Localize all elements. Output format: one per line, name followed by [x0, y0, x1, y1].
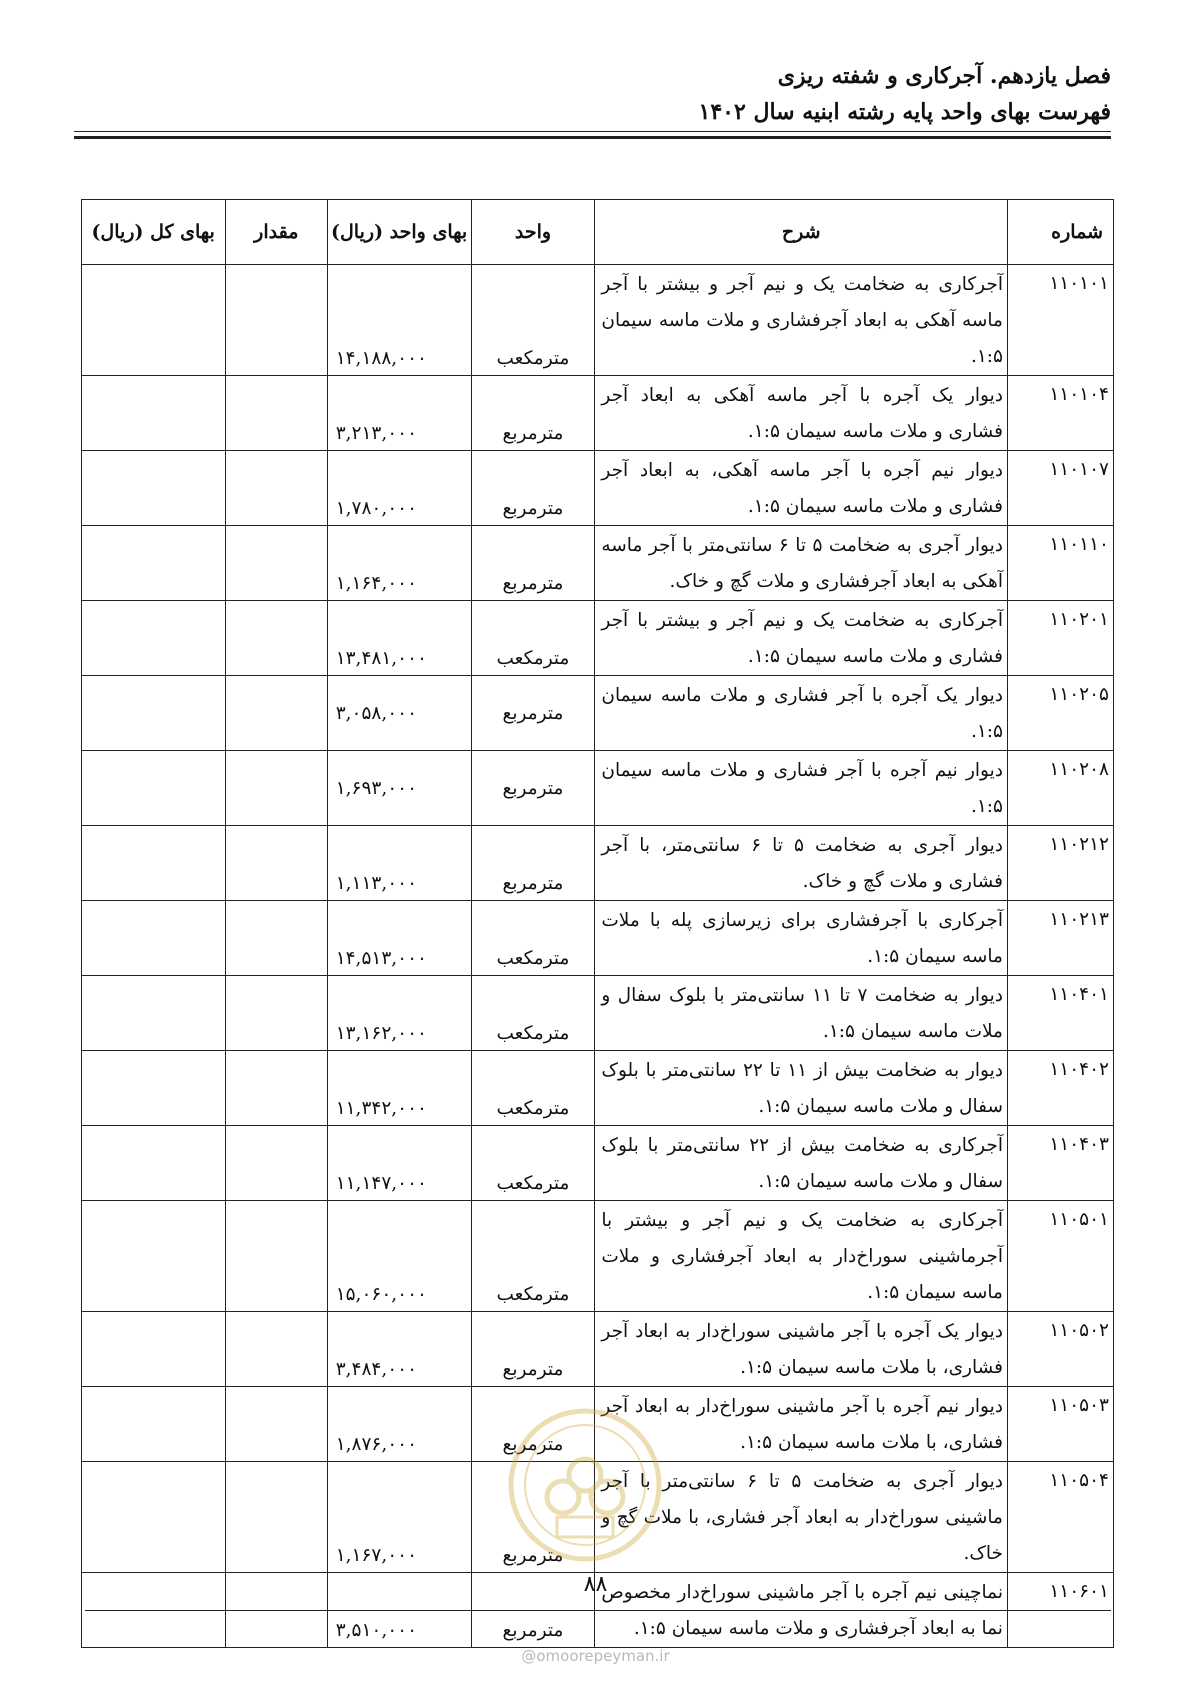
item-number: ۱۱۰۵۰۴	[1007, 1462, 1113, 1573]
table-row	[82, 901, 1114, 976]
item-total-price	[82, 1387, 226, 1462]
item-number: ۱۱۰۴۰۲	[1007, 1051, 1113, 1126]
item-total-price	[82, 376, 226, 451]
item-description: آجرکاری به ضخامت یک و نیم آجر و بیشتر با آجر ماسه آهکی به ابعاد آجرفشاری و ملات ماسه سیمان ۱:۵.	[595, 265, 1008, 376]
item-description: دیوار نیم آجره با آجر ماسه آهکی، به ابعاد آجر فشاری و ملات ماسه سیمان ۱:۵.	[595, 451, 1008, 526]
price-list-title: فهرست بهای واحد پایه رشته ابنیه سال ۱۴۰۲	[698, 99, 1111, 125]
footer-rule	[85, 1610, 1111, 1611]
table-row	[82, 826, 1114, 901]
item-unit: مترمربع	[471, 1462, 595, 1573]
item-quantity	[225, 901, 327, 976]
item-total-price	[82, 901, 226, 976]
item-description: دیوار نیم آجره با آجر فشاری و ملات ماسه سیمان ۱:۵.	[595, 751, 1008, 826]
item-unit-price: ۱۵,۰۶۰,۰۰۰	[327, 1201, 471, 1312]
item-description: دیوار آجری به ضخامت ۵ تا ۶ سانتی‌متر با آجر ماسه آهکی به ابعاد آجرفشاری و ملات گچ و خاک.	[595, 526, 1008, 601]
item-number: ۱۱۰۴۰۳	[1007, 1126, 1113, 1201]
item-total-price	[82, 1201, 226, 1312]
item-unit: مترمکعب	[471, 1126, 595, 1201]
item-unit-price: ۱,۶۹۳,۰۰۰	[327, 751, 471, 826]
item-total-price	[82, 1462, 226, 1573]
item-quantity	[225, 265, 327, 376]
item-unit-price: ۱۴,۱۸۸,۰۰۰	[327, 265, 471, 376]
header-unit: واحد	[471, 200, 595, 265]
item-unit: مترمربع	[471, 451, 595, 526]
header-rule-thin	[74, 131, 1111, 132]
table-row	[82, 526, 1114, 601]
item-unit-price: ۱,۷۸۰,۰۰۰	[327, 451, 471, 526]
item-unit-price: ۱,۱۶۷,۰۰۰	[327, 1462, 471, 1573]
table-row	[82, 676, 1114, 751]
item-total-price	[82, 265, 226, 376]
header-rule-thick	[74, 136, 1111, 139]
item-quantity	[225, 601, 327, 676]
item-description: آجرکاری به ضخامت یک و نیم آجر و بیشتر با آجرماشینی سوراخ‌دار به ابعاد آجرفشاری و ملات ماسه سیمان ۱:۵.	[595, 1201, 1008, 1312]
table-row	[82, 376, 1114, 451]
item-number: ۱۱۰۴۰۱	[1007, 976, 1113, 1051]
site-watermark: @omoorepeyman.ir	[521, 1647, 670, 1665]
item-unit: مترمکعب	[471, 1051, 595, 1126]
item-total-price	[82, 1312, 226, 1387]
item-number: ۱۱۰۵۰۳	[1007, 1387, 1113, 1462]
item-unit: مترمربع	[471, 751, 595, 826]
item-quantity	[225, 1201, 327, 1312]
item-unit: مترمکعب	[471, 265, 595, 376]
item-description: دیوار یک آجره با آجر ماسه آهکی به ابعاد آجر فشاری و ملات ماسه سیمان ۱:۵.	[595, 376, 1008, 451]
item-number: ۱۱۰۲۰۱	[1007, 601, 1113, 676]
item-unit: مترمکعب	[471, 976, 595, 1051]
item-unit: مترمکعب	[471, 601, 595, 676]
item-unit-price: ۳,۴۸۴,۰۰۰	[327, 1312, 471, 1387]
chapter-title: فصل یازدهم. آجرکاری و شفته ریزی	[777, 63, 1111, 89]
item-unit: مترمربع	[471, 1312, 595, 1387]
table-row	[82, 976, 1114, 1051]
item-number: ۱۱۰۵۰۱	[1007, 1201, 1113, 1312]
header-total-price: بهای کل (ریال)	[82, 200, 226, 265]
item-total-price	[82, 751, 226, 826]
item-number: ۱۱۰۲۰۸	[1007, 751, 1113, 826]
item-quantity	[225, 1312, 327, 1387]
item-unit: مترمکعب	[471, 1201, 595, 1312]
item-description: آجرکاری به ضخامت بیش از ۲۲ سانتی‌متر با بلوک سفال و ملات ماسه سیمان ۱:۵.	[595, 1126, 1008, 1201]
table-row	[82, 265, 1114, 376]
item-number: ۱۱۰۱۰۴	[1007, 376, 1113, 451]
item-unit-price: ۱۳,۴۸۱,۰۰۰	[327, 601, 471, 676]
item-description: دیوار به ضخامت بیش از ۱۱ تا ۲۲ سانتی‌متر با بلوک سفال و ملات ماسه سیمان ۱:۵.	[595, 1051, 1008, 1126]
item-unit-price: ۳,۲۱۳,۰۰۰	[327, 376, 471, 451]
item-quantity	[225, 676, 327, 751]
item-quantity	[225, 451, 327, 526]
item-description: دیوار یک آجره با آجر ماشینی سوراخ‌دار به ابعاد آجر فشاری، با ملات ماسه سیمان ۱:۵.	[595, 1312, 1008, 1387]
item-quantity	[225, 1462, 327, 1573]
item-number: ۱۱۰۱۰۱	[1007, 265, 1113, 376]
item-total-price	[82, 526, 226, 601]
item-quantity	[225, 1387, 327, 1462]
item-description: دیوار به ضخامت ۷ تا ۱۱ سانتی‌متر با بلوک سفال و ملات ماسه سیمان ۱:۵.	[595, 976, 1008, 1051]
table-row	[82, 751, 1114, 826]
item-unit-price: ۱۱,۳۴۲,۰۰۰	[327, 1051, 471, 1126]
table-header-row	[82, 200, 1114, 265]
table-row	[82, 1126, 1114, 1201]
table-row	[82, 601, 1114, 676]
item-total-price	[82, 826, 226, 901]
header-description: شرح	[595, 200, 1008, 265]
item-unit: مترمربع	[471, 376, 595, 451]
table-row	[82, 1312, 1114, 1387]
item-description: دیوار نیم آجره با آجر ماشینی سوراخ‌دار به ابعاد آجر فشاری، با ملات ماسه سیمان ۱:۵.	[595, 1387, 1008, 1462]
item-quantity	[225, 376, 327, 451]
table-row	[82, 451, 1114, 526]
item-total-price	[82, 676, 226, 751]
item-description: آجرکاری به ضخامت یک و نیم آجر و بیشتر با آجر فشاری و ملات ماسه سیمان ۱:۵.	[595, 601, 1008, 676]
table-row	[82, 1201, 1114, 1312]
item-quantity	[225, 526, 327, 601]
item-description: دیوار آجری به ضخامت ۵ تا ۶ سانتی‌متر، با آجر فشاری و ملات گچ و خاک.	[595, 826, 1008, 901]
item-unit: مترمربع	[471, 1573, 595, 1648]
page-number: ۸۸	[583, 1572, 608, 1597]
item-number: ۱۱۰۲۰۵	[1007, 676, 1113, 751]
item-unit: مترمربع	[471, 1387, 595, 1462]
item-quantity	[225, 751, 327, 826]
item-unit: مترمربع	[471, 826, 595, 901]
item-unit-price: ۱۱,۱۴۷,۰۰۰	[327, 1126, 471, 1201]
item-unit-price: ۱,۱۱۳,۰۰۰	[327, 826, 471, 901]
item-description: آجرکاری با آجرفشاری برای زیرسازی پله با ملات ماسه سیمان ۱:۵.	[595, 901, 1008, 976]
seal-watermark	[505, 1405, 665, 1565]
page-header	[71, 58, 1111, 130]
header-number: شماره	[1007, 200, 1113, 265]
item-number: ۱۱۰۱۱۰	[1007, 526, 1113, 601]
item-total-price	[82, 1126, 226, 1201]
item-unit: مترمربع	[471, 526, 595, 601]
item-unit-price: ۱۴,۵۱۳,۰۰۰	[327, 901, 471, 976]
item-number: ۱۱۰۲۱۳	[1007, 901, 1113, 976]
item-number: ۱۱۰۱۰۷	[1007, 451, 1113, 526]
item-quantity	[225, 976, 327, 1051]
item-total-price	[82, 1051, 226, 1126]
header-unit-price: بهای واحد (ریال)	[327, 200, 471, 265]
item-unit-price: ۱۳,۱۶۲,۰۰۰	[327, 976, 471, 1051]
item-description: دیوار یک آجره با آجر فشاری و ملات ماسه سیمان ۱:۵.	[595, 676, 1008, 751]
item-description: نماچینی نیم آجره با آجر ماشینی سوراخ‌دار مخصوص نما به ابعاد آجرفشاری و ملات ماسه سیمان ۱:۵.	[595, 1573, 1008, 1648]
table-row	[82, 1051, 1114, 1126]
item-number: ۱۱۰۶۰۱	[1007, 1573, 1113, 1648]
item-description: دیوار آجری به ضخامت ۵ تا ۶ سانتی‌متر با آجر ماشینی سوراخ‌دار به ابعاد آجر فشاری، با ملات گچ و خاک.	[595, 1462, 1008, 1573]
item-unit: مترمکعب	[471, 901, 595, 976]
item-total-price	[82, 976, 226, 1051]
item-quantity	[225, 1126, 327, 1201]
item-unit: مترمربع	[471, 676, 595, 751]
item-number: ۱۱۰۲۱۲	[1007, 826, 1113, 901]
item-number: ۱۱۰۵۰۲	[1007, 1312, 1113, 1387]
item-total-price	[82, 451, 226, 526]
item-quantity	[225, 1051, 327, 1126]
item-unit-price: ۳,۵۱۰,۰۰۰	[327, 1573, 471, 1648]
item-unit-price: ۱,۸۷۶,۰۰۰	[327, 1387, 471, 1462]
item-unit-price: ۳,۰۵۸,۰۰۰	[327, 676, 471, 751]
item-total-price	[82, 601, 226, 676]
item-unit-price: ۱,۱۶۴,۰۰۰	[327, 526, 471, 601]
header-quantity: مقدار	[225, 200, 327, 265]
item-quantity	[225, 826, 327, 901]
